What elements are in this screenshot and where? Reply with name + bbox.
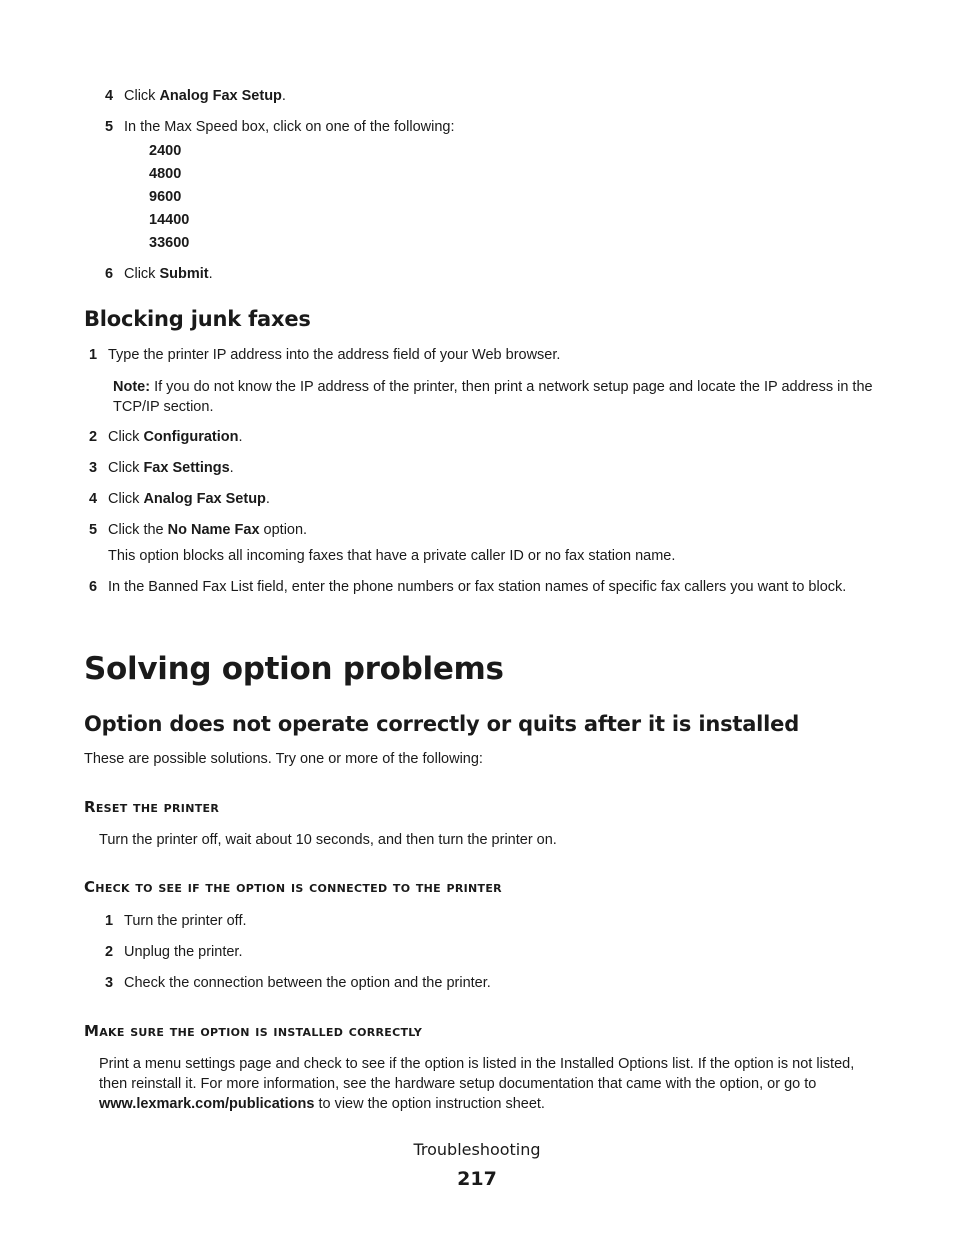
- step-text: Click Submit.: [124, 266, 213, 282]
- speed-option: 33600: [149, 235, 190, 251]
- body-text: Print a menu settings page and check to see if the option is listed in the Installed Options list. If the option is not listed, then reinstall it. For more information, see the hardware setup documentation that came with the option, or go to www.lexmark.com/publications to view the option instruction sheet.: [99, 1056, 855, 1112]
- page-number: 217: [457, 1168, 497, 1190]
- step-text: Turn the printer off.: [124, 913, 247, 929]
- step-text: Click Configuration.: [108, 429, 243, 445]
- footer-section-name: Troubleshooting: [413, 1140, 541, 1159]
- speed-option: 4800: [149, 166, 182, 182]
- ui-label: Analog Fax Setup: [143, 491, 266, 507]
- step-number: 5: [89, 522, 98, 538]
- step-number: 4: [105, 88, 114, 104]
- step-text: In the Max Speed box, click on one of the following:: [124, 119, 455, 135]
- note-label: Note:: [113, 379, 151, 395]
- subsection-heading: Make sure the option is installed correctly: [84, 1022, 423, 1040]
- step-number: 2: [89, 429, 98, 445]
- publications-link[interactable]: www.lexmark.com/publications: [99, 1096, 315, 1112]
- intro-text: These are possible solutions. Try one or more of the following:: [84, 751, 483, 767]
- step-text: Click the No Name Fax option.: [108, 522, 308, 538]
- step-number: 6: [89, 579, 98, 595]
- step-text: Click Analog Fax Setup.: [108, 491, 270, 507]
- step-number: 3: [105, 975, 114, 991]
- step-number: 3: [89, 460, 98, 476]
- chapter-heading: Solving option problems: [84, 651, 504, 687]
- ui-label: Fax Settings: [143, 460, 230, 476]
- step-number: 5: [105, 119, 114, 135]
- ui-label: Submit: [159, 266, 209, 282]
- section-heading: Option does not operate correctly or quits after it is installed: [84, 712, 800, 736]
- step-text: Unplug the printer.: [124, 944, 243, 960]
- step-text: In the Banned Fax List field, enter the phone numbers or fax station names of specific fax callers you want to block.: [108, 579, 847, 595]
- step-text: Click Fax Settings.: [108, 460, 234, 476]
- ui-label: Analog Fax Setup: [159, 88, 282, 104]
- step-number: 6: [105, 266, 114, 282]
- speed-option: 2400: [149, 143, 182, 159]
- body-text: Turn the printer off, wait about 10 seconds, and then turn the printer on.: [99, 832, 557, 848]
- step-number: 1: [105, 913, 114, 929]
- step-text: Click Analog Fax Setup.: [124, 88, 286, 104]
- step-text: Check the connection between the option and the printer.: [124, 975, 491, 991]
- subsection-heading: Check to see if the option is connected to the printer: [84, 878, 502, 896]
- note: Note: If you do not know the IP address of the printer, then print a network setup page and locate the IP address in the TCP/IP section.: [113, 379, 873, 415]
- step-number: 4: [89, 491, 98, 507]
- ui-label: No Name Fax: [167, 522, 260, 538]
- section-heading: Blocking junk faxes: [84, 307, 311, 331]
- step-description: This option blocks all incoming faxes that have a private caller ID or no fax station name.: [108, 548, 676, 564]
- ui-label: Configuration: [143, 429, 239, 445]
- subsection-heading: Reset the printer: [84, 798, 220, 816]
- step-number: 1: [89, 347, 98, 363]
- step-text: Type the printer IP address into the address field of your Web browser.: [108, 347, 561, 363]
- speed-option: 9600: [149, 189, 182, 205]
- step-number: 2: [105, 944, 114, 960]
- speed-option: 14400: [149, 212, 190, 228]
